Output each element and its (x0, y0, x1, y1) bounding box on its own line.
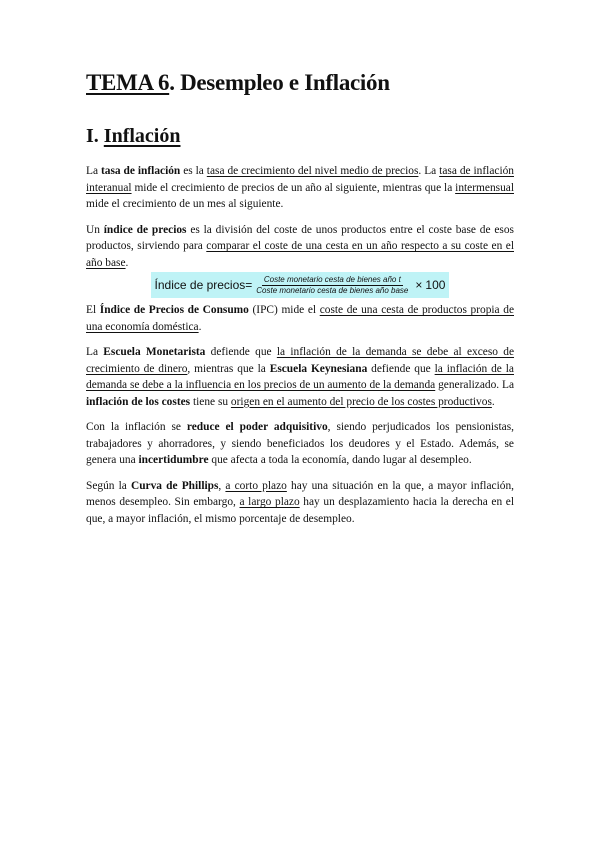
text: generalizado. La (435, 379, 514, 391)
text: , (218, 479, 226, 492)
text: , mientras que la (187, 362, 270, 375)
bold-term: inflación de los costes (86, 395, 191, 408)
formula-fraction (254, 275, 410, 296)
section-name: Inflación (103, 125, 181, 147)
text: . (125, 256, 129, 269)
text: , siendo perjudicados los pensionistas, trabajadores y ahorradores, y siendo beneficiados los deudores y el Estado. Además, se genera una (86, 421, 514, 466)
bold-term: incertidumbre (138, 454, 209, 466)
underlined-text: tasa de inflación interanual (86, 165, 514, 194)
body-text (86, 163, 514, 536)
underlined-text: la inflación de la demanda se debe a la influencia en los precios de un aumento de la demanda (86, 362, 514, 391)
paragraph-ipc (86, 302, 514, 335)
bold-term: índice de precios (103, 223, 187, 236)
formula-factor: 100 (425, 277, 446, 292)
text: (IPC) mide el (248, 304, 320, 316)
multiply-sign: × (415, 277, 423, 292)
underlined-text: a corto plazo (225, 479, 287, 492)
formula-numerator: Coste monetario cesta de bienes año t (263, 274, 401, 284)
paragraph-inflation-rate (86, 163, 514, 213)
bold-term: Índice de Precios de Consumo (99, 304, 249, 316)
text: El (86, 304, 100, 316)
bold-term: Escuela Keynesiana (269, 362, 368, 375)
text: Con la inflación se (86, 421, 187, 433)
text: hay un desplazamiento hacia la derecha en el que, a mayor inflación, el mismo porcentaje de desempleo. (86, 496, 514, 525)
underlined-text: tasa de crecimiento del nivel medio de precios (206, 165, 419, 177)
paragraph-effects (86, 419, 514, 469)
section-number: I. (86, 125, 104, 147)
underlined-text: la inflación de la demanda se debe al exceso de crecimiento de dinero (86, 346, 515, 375)
text: . La (418, 165, 440, 177)
bold-term: tasa de inflación (100, 165, 181, 177)
title-rest: . Desempleo e Inflación (169, 70, 390, 95)
section-heading (86, 125, 180, 148)
underlined-text: a largo plazo (239, 496, 300, 508)
formula-denominator: Coste monetario cesta de bienes año base (256, 285, 409, 295)
text: La (86, 346, 104, 358)
text: tiene su (190, 395, 231, 408)
bold-term: reduce el poder adquisitivo (186, 421, 328, 433)
text: es la división del coste de unos productos entre el coste base de esos productos, sirviendo para (86, 223, 514, 252)
text: Un (86, 223, 104, 236)
text: que afecta a toda la economía, dando lugar al desempleo. (208, 454, 472, 466)
paragraph-phillips (86, 478, 514, 528)
price-index-formula (151, 272, 450, 298)
text: es la (180, 165, 207, 177)
text: hay una situación en la que, a mayor inflación, menos desempleo. Sin embargo, (86, 479, 514, 508)
underlined-text: origen en el aumento del precio de los costes productivos (230, 395, 492, 408)
text: . (491, 395, 495, 408)
underlined-text: coste de una cesta de productos propia de una economía doméstica (86, 304, 514, 333)
text: La (86, 165, 101, 177)
formula-container (86, 272, 514, 298)
bold-term: Curva de Phillips (131, 479, 219, 492)
text: mide el crecimiento de un mes al siguiente. (86, 198, 284, 210)
text: mide el crecimiento de precios de un año al siguiente, mientras que la (131, 181, 456, 194)
paragraph-price-index (86, 222, 514, 272)
bold-term: Escuela Monetarista (103, 346, 206, 358)
underlined-text: intermensual (455, 181, 514, 194)
text: defiende que (205, 346, 277, 358)
title-topic: TEMA 6 (86, 70, 170, 95)
formula-label: Índice de precios= (154, 277, 253, 292)
text: Según la (86, 479, 131, 492)
paragraph-schools (86, 344, 514, 410)
underlined-text: comparar el coste de una cesta en un año respecto a su coste en el año base (86, 240, 514, 269)
text: . (198, 320, 202, 333)
text: defiende que (367, 362, 435, 375)
page-title (86, 70, 390, 96)
